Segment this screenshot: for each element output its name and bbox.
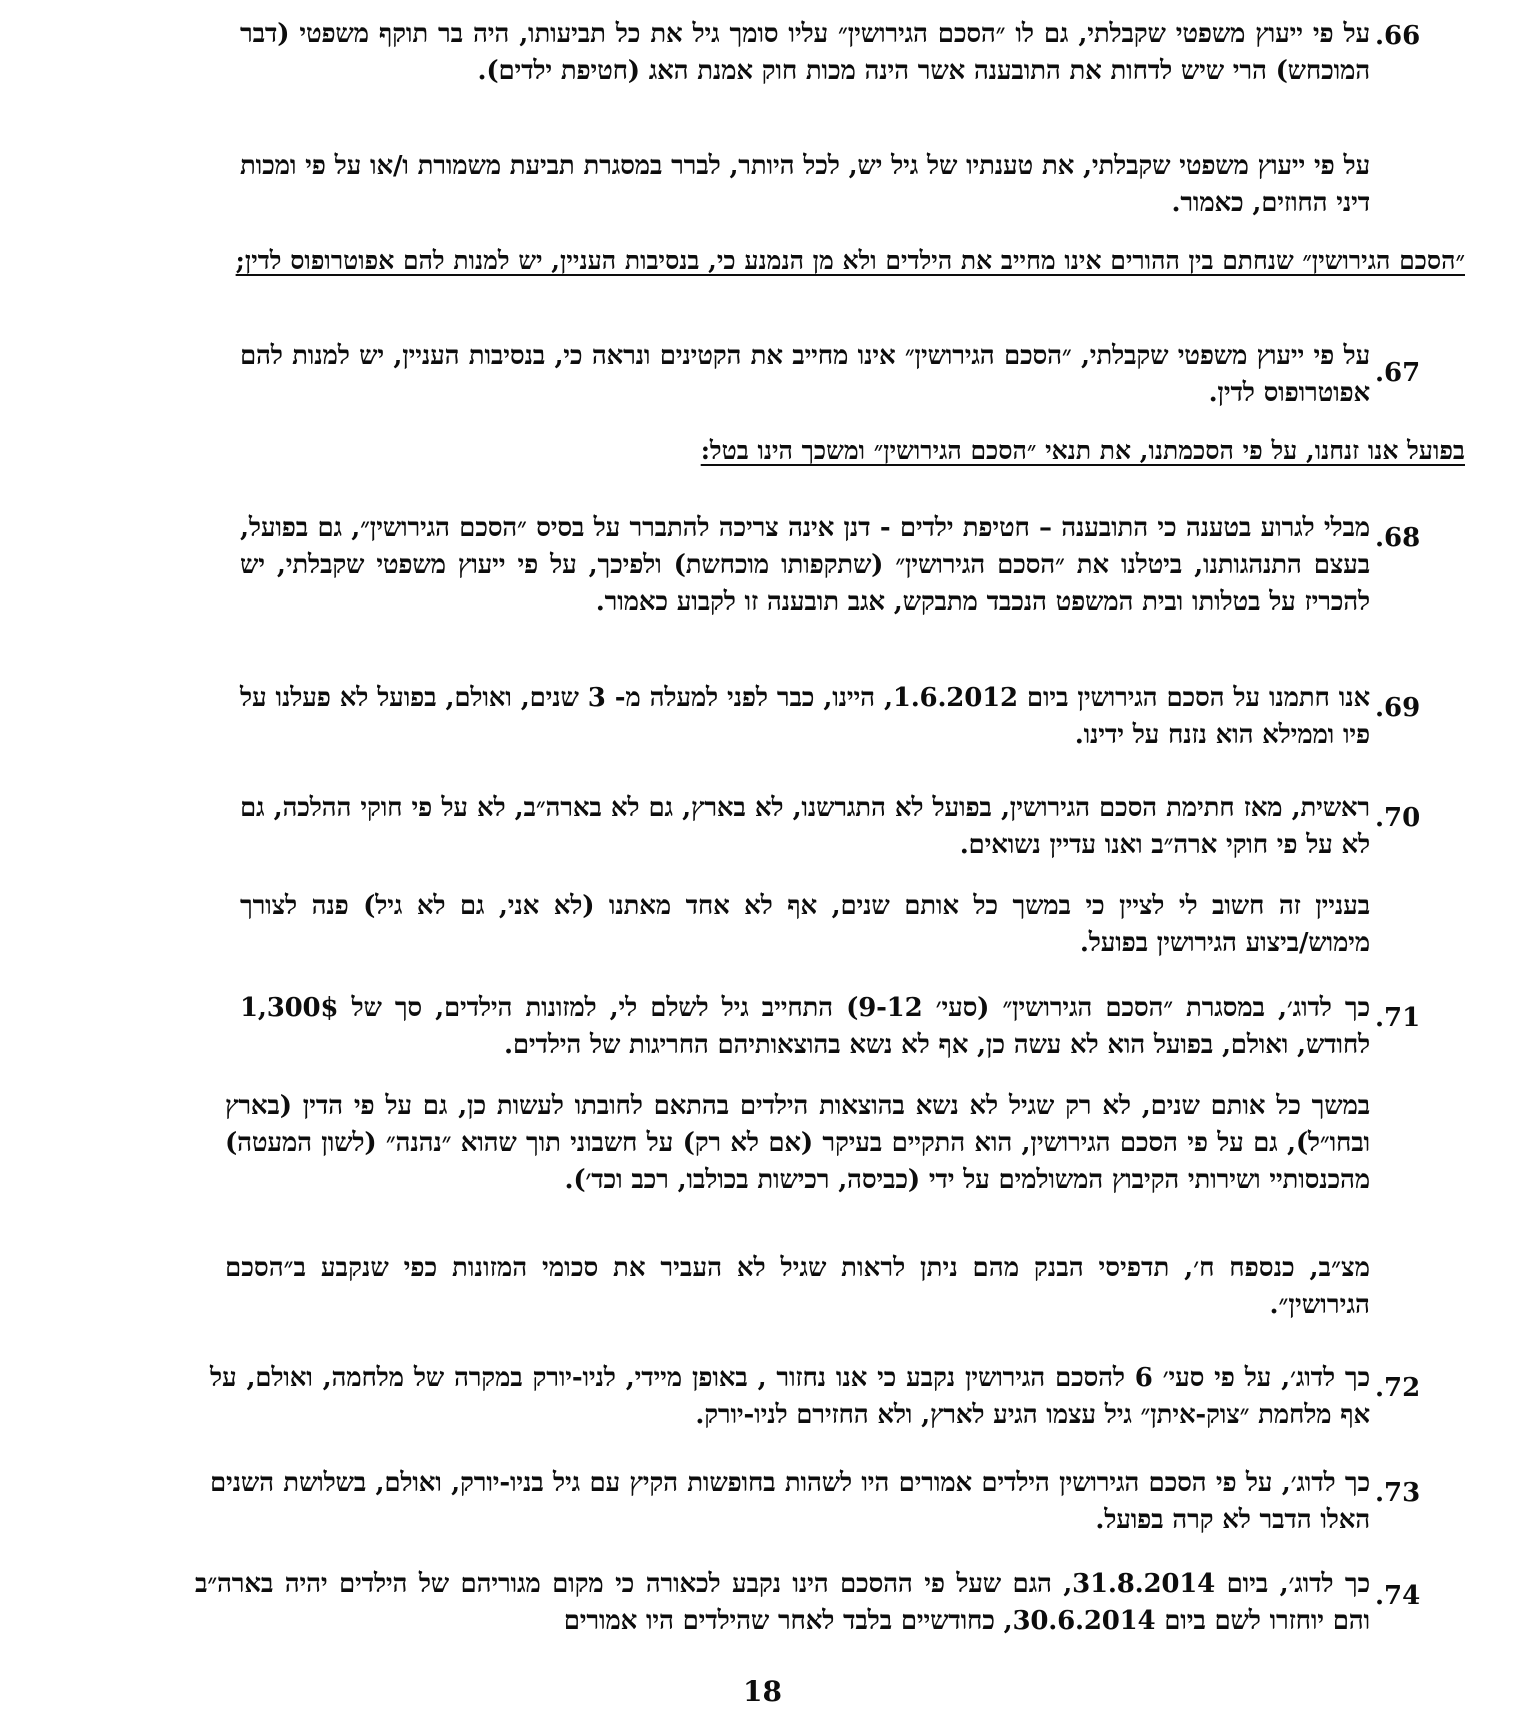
paragraph-text: כך לדוג׳, במסגרת ״הסכם הגירושין״ (סעי׳ 9-12) התחייב גיל לשלם לי, למזונות הילדים, סך של 1,300$ לחודש, ואולם, בפועל הוא לא עשה כן, אף לא נשא בהוצאותיהם החריגות של הילדים. xyxy=(240,993,1370,1060)
paragraph-text: כך לדוג׳, ביום 31.8.2014, הגם שעל פי ההסכם הינו נקבע לכאורה כי מקום מגוריהם של הילדים יהיה בארה״ב והם יוחזרו לשם ביום 30.6.2014, כחודשיים בלבד לאחר שהילדים היו אמורים xyxy=(195,1569,1370,1636)
paragraph-text: כך לדוג׳, על פי סעי׳ 6 להסכם הגירושין נקבע כי אנו נחזור , באופן מיידי, לניו-יורק במקרה של מלחמה, ואולם, על אף מלחמת ״צוק-איתן״ גיל עצמו הגיע לארץ, ולא החזירם לניו-יורק. xyxy=(210,1363,1370,1430)
paragraph-text: על פי ייעוץ משפטי שקבלתי, ״הסכם הגירושין״ אינו מחייב את הקטינים ונראה כי, בנסיבות העניין, יש למנות להם אפוטרופוס לדין. xyxy=(240,341,1370,408)
paragraph-number: .72 xyxy=(1375,1373,1421,1403)
paragraph-number: .67 xyxy=(1375,358,1421,388)
paragraph-number: .68 xyxy=(1375,523,1421,553)
paragraph-continuation: על פי ייעוץ משפטי שקבלתי, את טענתיו של גיל יש, לכל היותר, לברר במסגרת תביעת משמורת ו/או על פי ומכות דיני החוזים, כאמור. xyxy=(240,151,1370,218)
paragraph-number: .73 xyxy=(1375,1478,1421,1508)
page-number: 18 xyxy=(743,1675,782,1708)
paragraph-continuation: בעניין זה חשוב לי לציין כי במשך כל אותם שנים, אף לא אחד מאתנו (לא אני, גם לא גיל) פנה לצורך מימוש/ביצוע הגירושין בפועל. xyxy=(240,891,1370,958)
paragraph-number: .66 xyxy=(1375,21,1421,51)
paragraph-number: .71 xyxy=(1375,1003,1421,1033)
paragraph-text: על פי ייעוץ משפטי שקבלתי, גם לו ״הסכם הגירושין״ עליו סומך גיל את כל תביעותו, היה בר תוקף משפטי (דבר המוכחש) הרי שיש לדחות את התובענה אשר הינה מכות חוק אמנת האג (חטיפת ילדים). xyxy=(240,19,1370,86)
section-heading: ״הסכם הגירושין״ שנחתם בין ההורים אינו מחייב את הילדים ולא מן הנמנע כי, בנסיבות העניין, יש למנות להם אפוטרופוס לדין; xyxy=(235,246,1465,275)
paragraph-number: .69 xyxy=(1375,693,1421,723)
paragraph-number: .74 xyxy=(1375,1581,1421,1611)
paragraph-text: ראשית, מאז חתימת הסכם הגירושין, בפועל לא התגרשנו, לא בארץ, גם לא בארה״ב, לא על פי חוקי ההלכה, גם לא על פי חוקי ארה״ב ואנו עדיין נשואים. xyxy=(240,793,1370,860)
paragraph-number: .70 xyxy=(1375,803,1421,833)
paragraph-text: כך לדוג׳, על פי הסכם הגירושין הילדים אמורים היו לשהות בחופשות הקיץ עם גיל בניו-יורק, ואולם, בשלושת השנים האלו הדבר לא קרה בפועל. xyxy=(210,1468,1370,1535)
annex-reference: מצ״ב, כנספח ח׳, תדפיסי הבנק מהם ניתן לראות שגיל לא העביר את סכומי המזונות כפי שנקבע ב״הסכם הגירושין״. xyxy=(225,1253,1370,1320)
paragraph-text: אנו חתמנו על הסכם הגירושין ביום 1.6.2012, היינו, כבר לפני למעלה מ- 3 שנים, ואולם, בפועל לא פעלנו על פיו וממילא הוא נזנח על ידינו. xyxy=(240,683,1370,750)
paragraph-text: מבלי לגרוע בטענה כי התובענה – חטיפת ילדים - דנן אינה צריכה להתברר על בסיס ״הסכם הגירושין״, גם בפועל, בעצם התנהגותנו, ביטלנו את ״הסכם הגירושין״ (שתקפותו מוכחשת) ולפיכך, על פי ייעוץ משפטי שקבלתי, יש להכריז על בטלותו ובית המשפט הנכבד מתבקש, אגב תובענה זו לקבוע כאמור. xyxy=(240,513,1370,617)
section-heading: בפועל אנו זנחנו, על פי הסכמתנו, את תנאי ״הסכם הגירושין״ ומשכך הינו בטל: xyxy=(700,436,1465,465)
paragraph-continuation: במשך כל אותם שנים, לא רק שגיל לא נשא בהוצאות הילדים בהתאם לחובתו לעשות כן, גם על פי הדין (בארץ ובחו״ל), גם על פי הסכם הגירושין, הוא התקיים בעיקר (אם לא רק) על חשבוני תוך שהוא ״נהנה״ (לשון המעטה) מהכנסותיי ושירותי הקיבוץ המשולמים על ידי (כביסה, רכישות בכולבו, רכב וכד׳). xyxy=(225,1091,1370,1195)
